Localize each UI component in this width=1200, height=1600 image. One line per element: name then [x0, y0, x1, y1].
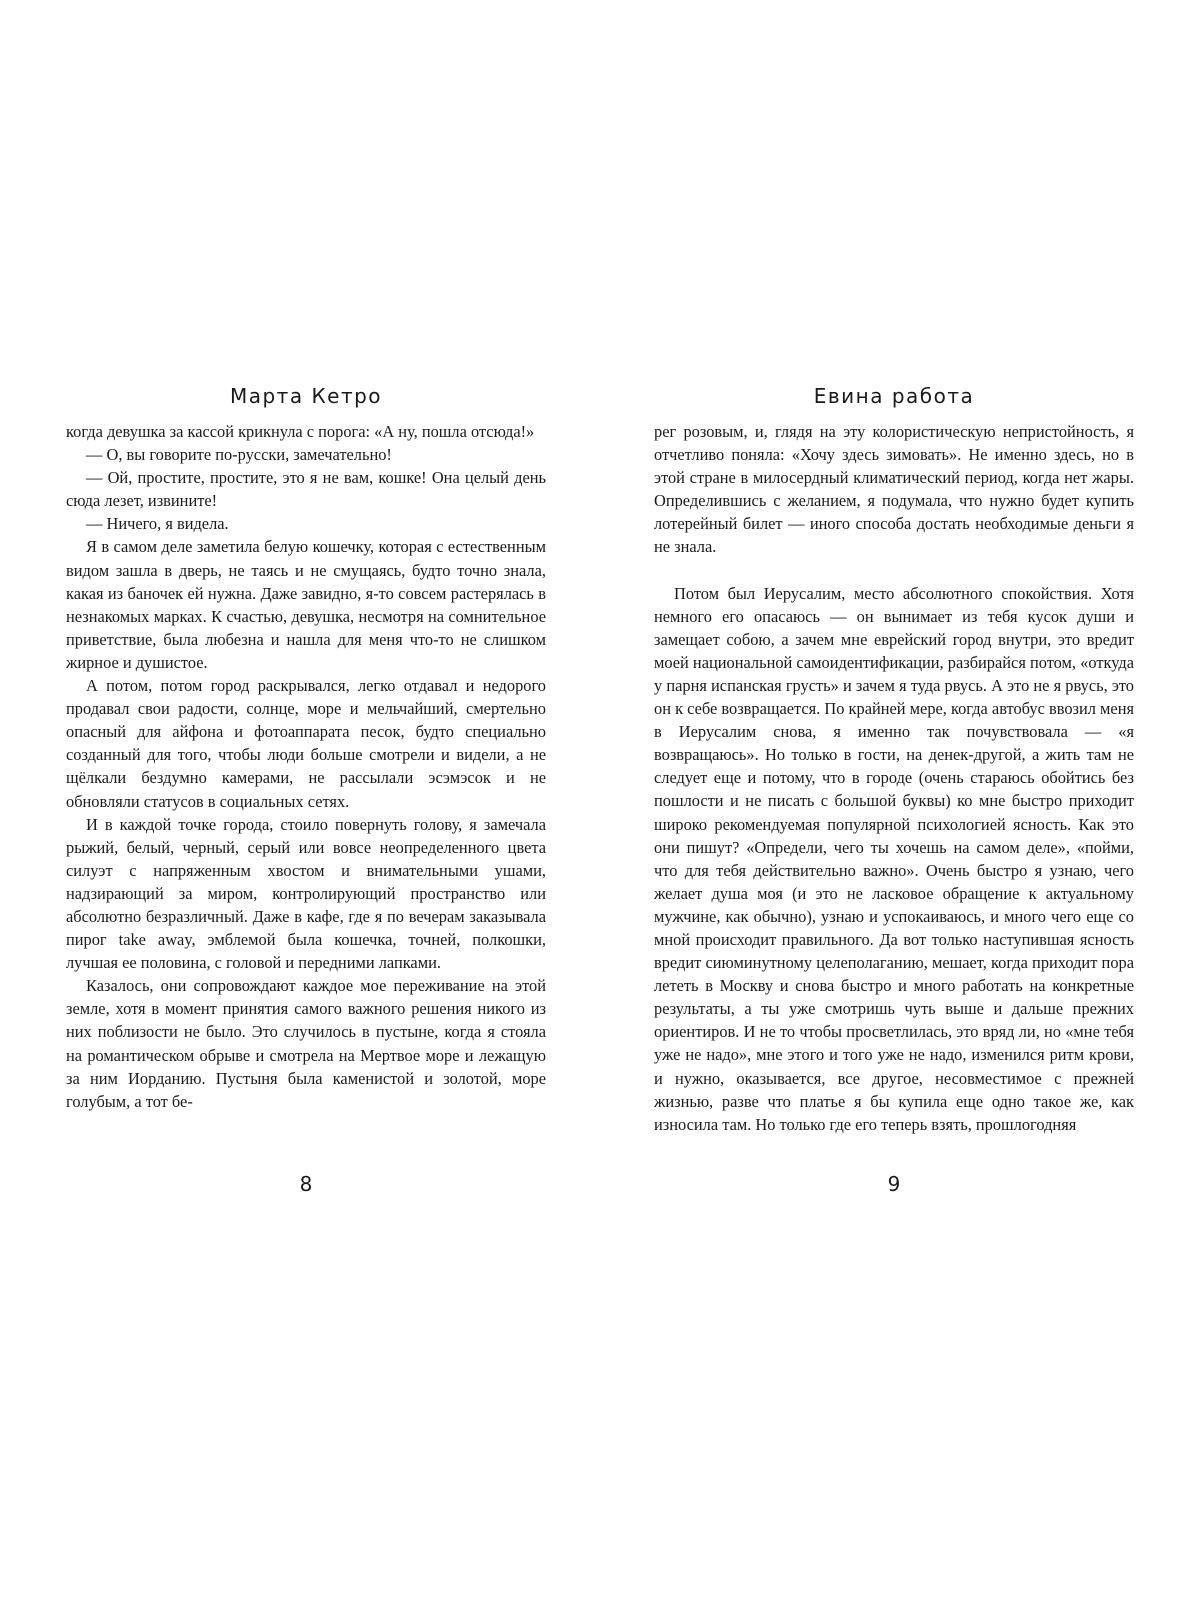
- left-page: [66, 384, 546, 1196]
- running-head-author: Марта Кетро: [229, 384, 383, 408]
- paragraph: рег розовым, и, глядя на эту колористическую непристойность, я отчетливо поняла: «Хочу здесь зимовать». Не именно здесь, но в этой стране в милосердный климатический период, когда нет жары. Определившись с желанием, я подумала, что нужно будет купить лотерейный билет — иного способа достать необходимые деньги я не знала.: [654, 422, 1134, 557]
- paragraph: А потом, потом город раскрывался, легко отдавал и недорого продавал свои радости, солнце, море и мельчайший, смертельно опасный для айфона и фотоаппарата песок, будто специально созданный для того, чтобы люди больше смотрели и видели, а не щёлкали бездумно камерами, не рассылали эсэмэсок и не обновляли статусов в социальных сетях.: [66, 676, 546, 811]
- left-page-body: [66, 420, 546, 1160]
- dialogue-line: — Ничего, я видела.: [86, 514, 229, 534]
- paragraph: Казалось, они сопровождают каждое мое переживание на этой земле, хотя в момент принятия самого важного решения никого из них поблизости не было. Это случилось в пустыне, когда я стояла на романтическом обрыве и смотрела на Мертвое море и лежащую за ним Иорданию. Пустыня была каменистой и золотой, море голубым, а тот бе-: [66, 976, 546, 1111]
- paragraph: И в каждой точке города, стоило повернуть голову, я замечала рыжий, белый, черный, серый или вовсе неопределенного цвета силуэт с напряженным хвостом и внимательными ушами, надзирающий за миром, контролирующий пространство или абсолютно безразличный. Даже в кафе, где я по вечерам заказывала пирог take away, эмблемой была кошечка, точней, полкошки, лучшая ее половина, с головой и передними лапками.: [66, 814, 546, 973]
- running-head-title: Евина работа: [813, 384, 975, 408]
- right-page: [654, 384, 1134, 1196]
- dialogue-line: — Ой, простите, простите, это я не вам, кошке! Она целый день сюда лезет, извините!: [66, 468, 546, 511]
- page-number-left: 8: [299, 1172, 313, 1196]
- paragraph: когда девушка за кассой крикнула с порога: «А ну, пошла отсюда!»: [66, 422, 535, 441]
- paragraph: Я в самом деле заметила белую кошечку, которая с естественным видом зашла в дверь, не таясь и не смущаясь, будто точно знала, какая из баночек ей нужна. Даже завидно, я-то совсем растерялась в незнакомых марках. К счастью, девушка, несмотря на сомнительное приветствие, была любезна и нашла для меня что-то не слишком жирное и душистое.: [66, 537, 546, 672]
- dialogue-line: — О, вы говорите по-русски, замечательно!: [86, 445, 392, 465]
- paragraph: Потом был Иерусалим, место абсолютного спокойствия. Хотя немного его опасаюсь — он вынимает из тебя кусок души и замещает собою, а зачем мне еврейский город внутри, это вредит моей национальной самоидентификации, разбирайся потом, «откуда у парня испанская грусть» и зачем я туда рвусь. А это не я рвусь, это он к себе возвращается. По крайней мере, когда автобус ввозил меня в Иерусалим снова, я именно так почувствовала — «я возвращаюсь». Но только в гости, на денек-другой, а жить там не следует еще и потому, что в городе (очень стараюсь обойтись без пошлости и не писать с большой буквы) ко мне быстро приходит широко рекомендуемая популярной психологией ясность. Как это они пишут? «Определи, чего ты хочешь на самом деле», «пойми, что для тебя действительно важно». Очень быстро я узнаю, чего желает душа моя (и это не ласковое обращение к актуальному мужчине, как обычно), узнаю и успокаиваюсь, и много чего еще со мной происходит правильного. Да вот только наступившая ясность вредит сиюминутному целеполаганию, мешает, когда приходит пора лететь в Москву и снова быстро и много работать на конкретные результаты, а ты уже смотришь чуть выше и дальше прежних ориентиров. И не то чтобы просветлилась, это вряд ли, но «мне тебя уже не надо», мне этого и того уже не надо, изменился ритм крови, и нужно, оказывается, все другое, несовместимое с прежней жизнью, разве что платье я бы купила еще одно такое же, как износила там. Но только где его теперь взять, прошлогодняя: [654, 583, 1134, 1134]
- page-number-right: 9: [887, 1172, 901, 1196]
- right-page-body: [654, 420, 1134, 1160]
